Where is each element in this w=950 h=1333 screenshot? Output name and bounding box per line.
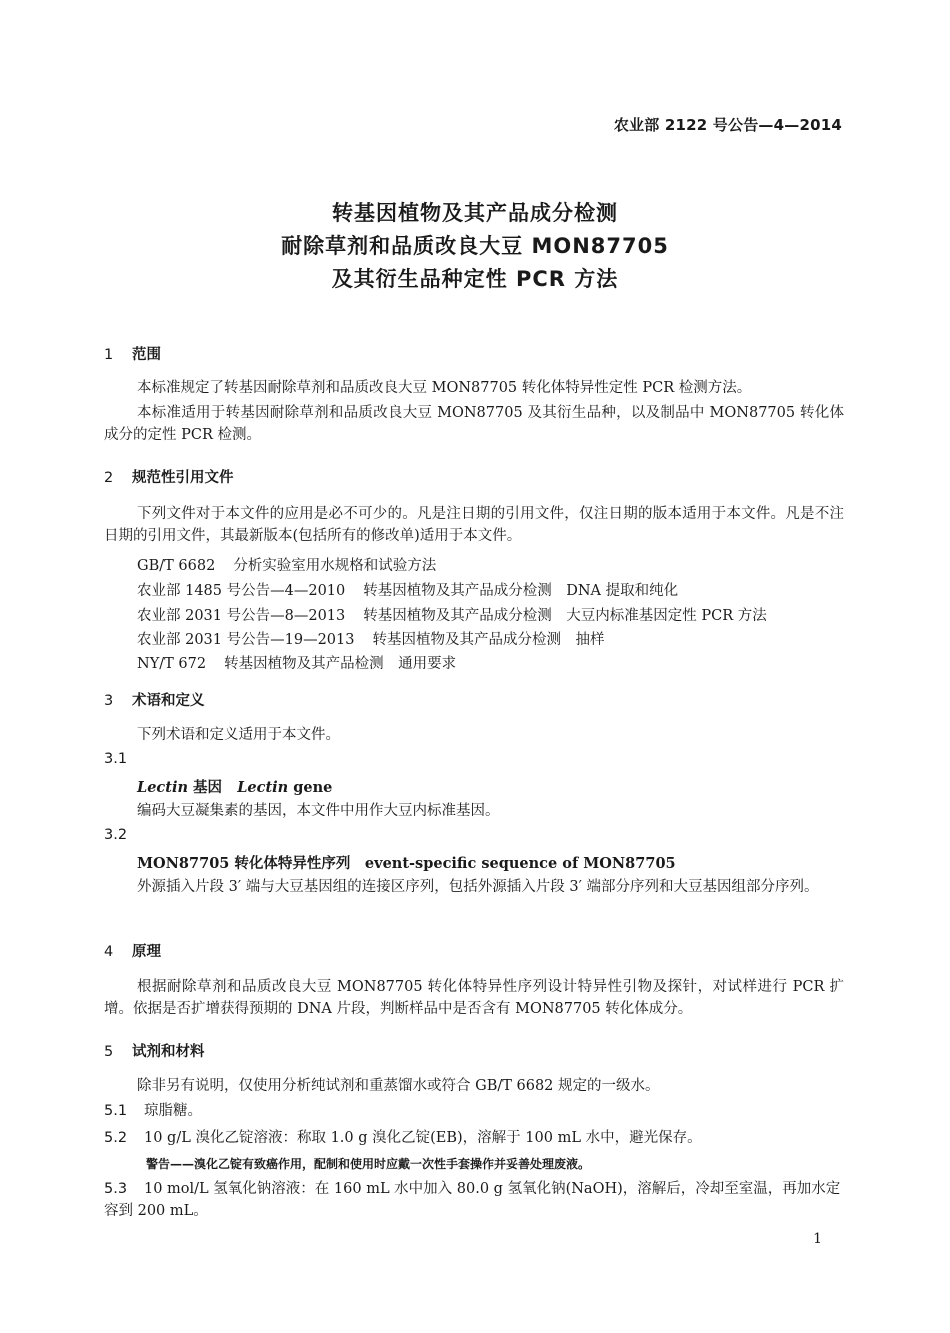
term-event-definition: 外源插入片段 3′ 端与大豆基因组的连接区序列，包括外源插入片段 3′ 端部分序列和大豆基因组部分序列。 — [137, 879, 819, 895]
reference-item: 农业部 2031 号公告—19—2013 转基因植物及其产品成分检测 抽样 — [137, 632, 605, 648]
reference-item: NY/T 672 转基因植物及其产品检测 通用要求 — [137, 656, 457, 672]
section-5-heading: 5 试剂和材料 — [104, 1044, 205, 1060]
reference-item: 农业部 2031 号公告—8—2013 转基因植物及其产品成分检测 大豆内标准基因定性 PCR 方法 — [137, 608, 767, 624]
section-5-para-1: 除非另有说明，仅使用分析纯试剂和重蒸馏水或符合 GB/T 6682 规定的一级水。 — [137, 1078, 660, 1094]
section-4-para-1: 根据耐除草剂和品质改良大豆 MON87705 转化体特异性序列设计特异性引物及探针，对试样进行 PCR 扩增。依据是否扩增获得预期的 DNA 片段，判断样品中是否含有 MON87705 转化体成分。 — [104, 979, 844, 1017]
standard-code: 农业部 2122 号公告—4—2014 — [613, 116, 842, 134]
section-1-heading: 1 范围 — [104, 347, 161, 363]
term-number: 3.1 — [104, 751, 128, 767]
title-line-2: 耐除草剂和品质改良大豆 MON87705 — [281, 234, 669, 258]
section-1-para-1: 本标准规定了转基因耐除草剂和品质改良大豆 MON87705 转化体特异性定性 PCR 检测方法。 — [137, 380, 752, 396]
title-line-3: 及其衍生品种定性 PCR 方法 — [331, 267, 619, 291]
section-3-heading: 3 术语和定义 — [104, 693, 205, 709]
section-3-para-1: 下列术语和定义适用于本文件。 — [137, 727, 340, 743]
term-number: 3.2 — [104, 827, 128, 843]
section-2-para-1: 下列文件对于本文件的应用是必不可少的。凡是注日期的引用文件，仅注日期的版本适用于本文件。凡是不注日期的引用文件，其最新版本(包括所有的修改单)适用于本文件。 — [104, 506, 844, 544]
term-event-specific-sequence: MON87705 转化体特异性序列 event-specific sequence of MON87705 — [137, 855, 676, 872]
section-2-heading: 2 规范性引用文件 — [104, 470, 234, 486]
reagent-item: 5.1 琼脂糖。 — [104, 1103, 202, 1119]
term-lectin-gene: Lectin 基因 Lectin gene — [137, 779, 333, 796]
page-number: 1 — [813, 1231, 822, 1247]
section-1-para-2: 本标准适用于转基因耐除草剂和品质改良大豆 MON87705 及其衍生品种，以及制品中 MON87705 转化体成分的定性 PCR 检测。 — [104, 405, 844, 443]
title-line-1: 转基因植物及其产品成分检测 — [332, 201, 618, 225]
reference-item: GB/T 6682 分析实验室用水规格和试验方法 — [137, 558, 437, 574]
section-4-heading: 4 原理 — [104, 944, 161, 960]
reagent-item: 5.2 10 g/L 溴化乙锭溶液：称取 1.0 g 溴化乙锭(EB)，溶解于 100 mL 水中，避光保存。 — [104, 1130, 702, 1146]
warning-note: 警告——溴化乙锭有致癌作用，配制和使用时应戴一次性手套操作并妥善处理废液。 — [146, 1157, 591, 1171]
reference-item: 农业部 1485 号公告—4—2010 转基因植物及其产品成分检测 DNA 提取和纯化 — [137, 583, 679, 599]
term-lectin-definition: 编码大豆凝集素的基因，本文件中用作大豆内标准基因。 — [137, 803, 500, 819]
reagent-item: 5.3 10 mol/L 氢氧化钠溶液：在 160 mL 水中加入 80.0 g 氢氧化钠(NaOH)，溶解后，冷却至室温，再加水定容到 200 mL。 — [104, 1181, 841, 1219]
